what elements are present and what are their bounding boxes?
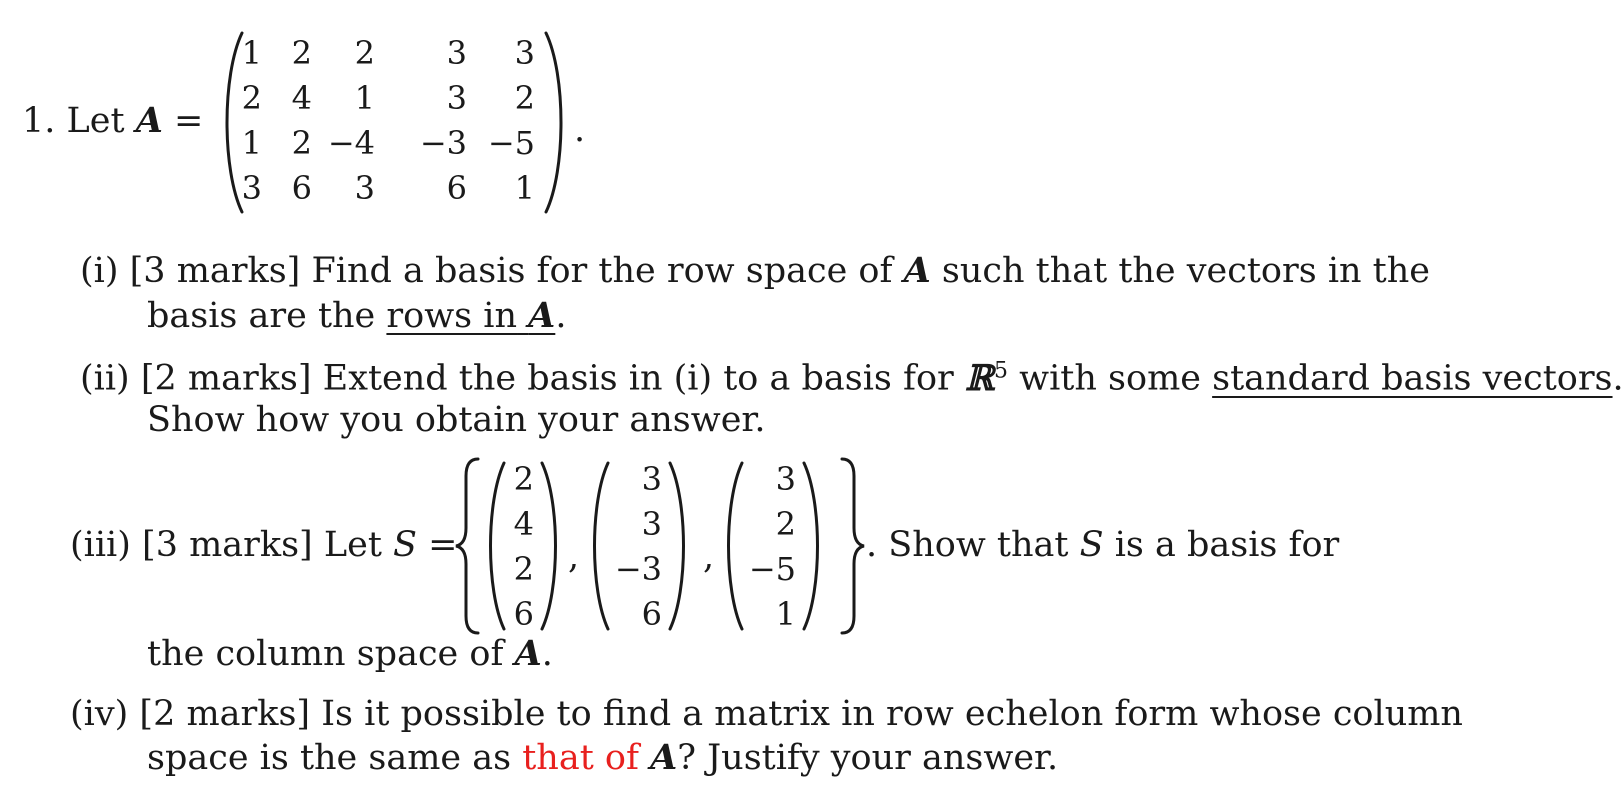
- part-iv-end: ? Justify your answer.: [677, 738, 1059, 778]
- matrix-cell: −5: [487, 124, 535, 162]
- part-iii-marks: [3 marks]: [142, 525, 313, 565]
- matrix-cell: 2: [241, 79, 262, 117]
- matrix-cell: 2: [354, 34, 375, 72]
- matrix-cell: 3: [514, 34, 535, 72]
- matrix-cell: 3: [446, 34, 467, 72]
- vector-right-paren: [666, 460, 690, 632]
- matrix-cell: 1: [241, 34, 262, 72]
- part-iii-line-2-text: the column space of: [147, 634, 504, 674]
- part-iv-highlight: that of: [522, 738, 639, 778]
- vector-entry: 2: [513, 460, 534, 498]
- part-iv-line-2-text: space is the same as: [147, 738, 512, 778]
- part-i-text: Find a basis for the row space of: [311, 251, 893, 291]
- equals-sign: =: [174, 101, 204, 141]
- let-word: Let: [66, 101, 125, 141]
- part-i-period: .: [555, 296, 567, 336]
- part-iii-line-2-var: A: [514, 633, 542, 674]
- vector-entry: 1: [775, 595, 796, 633]
- reals-symbol: ℝ$^5$: [964, 357, 1009, 399]
- matrix-name: A: [135, 100, 163, 141]
- part-iv-var: A: [650, 737, 678, 778]
- part-iii-period: .: [541, 634, 553, 674]
- vector-entry: 4: [513, 505, 534, 543]
- set-right-brace: [838, 456, 868, 636]
- part-iii-after: [866, 525, 1340, 565]
- matrix-cell: 3: [241, 169, 262, 207]
- part-iii-equals: =: [428, 525, 458, 565]
- matrix-cell: 1: [241, 124, 262, 162]
- problem-number: 1.: [22, 101, 56, 141]
- matrix-cell: 1: [514, 169, 535, 207]
- matrix-cell: 4: [291, 79, 312, 117]
- reals-exponent: 5: [994, 358, 1009, 383]
- part-ii-underlined: standard basis vectors: [1212, 358, 1613, 399]
- vector-separator-comma: ,: [703, 537, 715, 577]
- part-ii-label: (ii): [80, 358, 130, 399]
- part-i-underlined: rows in: [386, 296, 518, 336]
- vector-entry: −3: [614, 550, 662, 588]
- set-name: S: [393, 525, 418, 565]
- part-i-line-2: [147, 295, 567, 336]
- part-iv-text: Is it possible to find a matrix in row echelon form whose column: [321, 694, 1463, 734]
- matrix-cell: 3: [446, 79, 467, 117]
- part-iv-line-1: [70, 694, 1463, 734]
- matrix-cell: 2: [514, 79, 535, 117]
- matrix-cell: −3: [419, 124, 467, 162]
- part-ii-line-1: [80, 357, 1624, 399]
- vector-entry: 6: [513, 595, 534, 633]
- part-i-text-end: such that the vectors in the: [941, 251, 1430, 291]
- matrix-period: .: [574, 110, 586, 150]
- vector-right-paren: [800, 460, 824, 632]
- vector-entry: 3: [775, 460, 796, 498]
- matrix-cell: 3: [354, 169, 375, 207]
- matrix-right-paren: [540, 30, 570, 215]
- part-iii-line-1: [70, 525, 458, 565]
- vector-entry: 3: [641, 460, 662, 498]
- matrix-cell: −4: [327, 124, 375, 162]
- vector-entry: 3: [641, 505, 662, 543]
- part-iii-label: (iii): [70, 525, 131, 565]
- part-iv-line-2: [147, 737, 1059, 778]
- vector-entry: 6: [641, 595, 662, 633]
- part-ii-text: Extend the basis in (i) to a basis for: [322, 358, 954, 399]
- part-ii-text-mid: with some: [1019, 358, 1201, 399]
- part-i-underlined-var: A: [528, 295, 556, 336]
- matrix-cell: 6: [446, 169, 467, 207]
- part-i-label: (i): [80, 251, 119, 291]
- vector-separator-comma: ,: [568, 537, 580, 577]
- part-i-line-2-text: basis are the: [147, 296, 376, 336]
- matrix-cell: 6: [291, 169, 312, 207]
- matrix-cell: 1: [354, 79, 375, 117]
- part-ii-marks: [2 marks]: [140, 358, 312, 399]
- part-i-marks: [3 marks]: [129, 251, 301, 291]
- part-i-line-1: [80, 250, 1430, 291]
- part-ii-period: .: [1612, 358, 1624, 399]
- part-iv-label: (iv): [70, 694, 129, 734]
- part-iv-marks: [2 marks]: [139, 694, 311, 734]
- problem-intro: [22, 100, 204, 141]
- part-iii-after-var: S: [1079, 525, 1104, 565]
- part-i-var: A: [903, 250, 931, 291]
- vector-entry: −5: [748, 550, 796, 588]
- matrix-cell: 2: [291, 124, 312, 162]
- part-iii-let: Let: [323, 525, 382, 565]
- matrix-cell: 2: [291, 34, 312, 72]
- part-ii-line-2: Show how you obtain your answer.: [147, 400, 766, 440]
- vector-entry: 2: [775, 505, 796, 543]
- part-iii-after-end: is a basis for: [1114, 525, 1340, 565]
- vector-right-paren: [538, 460, 562, 632]
- part-iii-after-text: . Show that: [866, 525, 1069, 565]
- vector-entry: 2: [513, 550, 534, 588]
- part-iii-line-2: [147, 633, 553, 674]
